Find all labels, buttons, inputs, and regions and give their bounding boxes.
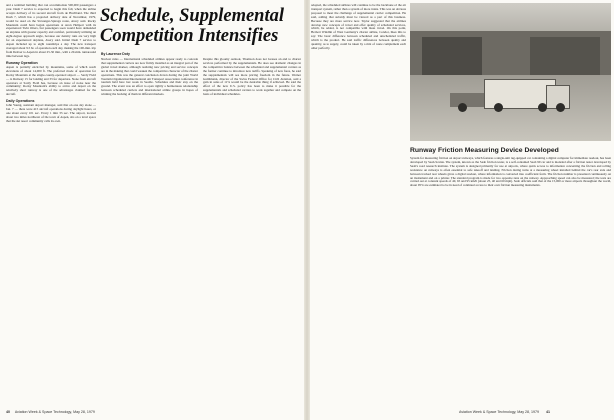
page-number: 41 <box>546 410 551 414</box>
photo-wheel <box>458 103 467 112</box>
page-number: 40 <box>6 410 10 414</box>
right-page-footer <box>459 410 554 414</box>
photo-hangar-door <box>530 37 600 75</box>
sidebar-box-title: Runway Friction Measuring Device Developed <box>410 147 559 154</box>
publication-credit: Aviation Week & Space Technology, May 28, 1979 <box>459 410 540 414</box>
column-text: Despite this gloomy outlook, Thomson does not foresee an end to charter services performed by the supplementals. He does see dramatic changes in the competitive balance between the scheduled and supplemental carriers as the former continue to introduce new tariffs. Speaking of new fares, he said the supplementals will see more pricing freedom in the future. Werner Guldimann, director of the Swiss Federal Office for Civil Aviation, said a gain in sales of 11% would be the desirable thing if achieved. He said the effect of the new U.S. policy has been to make it possible for the supplementals and scheduled carriers to work together and compete on the basis of individual schedules. <box>203 58 301 97</box>
left-page-column-2 <box>101 58 198 404</box>
photo-trailer <box>450 93 486 107</box>
column-text: and a terminal building that can accommodate 500,000 passengers a year. Dash 7 service is expected to begin this fall, when the airline accepts delivery of its second aircraft from de Havilland. The third Dash 7, which has a projected delivery date of November, 1979, would be used on the Stavanger-Spiraga route, Avery said. Rocky Mountain could have begun operations at Avon Heliport with its experienced Twin Otters, but passengers soon would have demanded an airplane with greater capacity and comfort, particularly utilizing an eight-degree approach angle, because our density runs are very high for an experienced airplane, Avery said. Initial Dash 7 service to Aspen included up to eight roundtrips a day. The new transport averaged about 9.5 hr. of operation each day, making the 100-min. trip from Denver to Aspen in about 25-30 min., with a 20-min. turnaround time between legs. <box>6 4 96 58</box>
left-page <box>0 0 305 420</box>
article-headline: Schedule, Supplemental Competition Intensifies <box>100 6 284 46</box>
friction-tester-photo <box>410 3 611 141</box>
column-text: John Young, assistant airport manager, said that on one day alone — Jan. 7 — there were 415 aircraft operations during daylight hours, or one about every 101 sec. Every 1 min 33 sec. The airport, located about two miles northwest of the town of Aspen, sits on a level space that the ski resort community calls its own. <box>6 103 96 123</box>
publication-credit: Aviation Week & Space Technology, May 28, 1979 <box>14 410 95 414</box>
photo-wheel <box>556 103 565 112</box>
column-text: adopted, the scheduled airlines will continue to be the backbone of the air transport system, rather than a system of more trains. This was an obvious proposal to meet the challenge of supplemental carrier competition. He said, adding that subsidy must be viewed as a part of this business. Because they are more service now. Taylor suggested that the airlines develop new concepts of travel and offer quality of scheduled services, which, he added, is not compatible with mass travel. On this point, Herbert Windlin of West Germany's charter airline, Condor, likes this to say: The basic difference between scheduled and unscheduled traffic, which is the product. He said traffic differences between quality and quantity, as to supply, could be taken by a mix of route complement each other perfectly. <box>311 4 406 50</box>
column-text: Aspen is partially encircled by mountains, some of which reach elevations of about 14,000 ft. The preferred mode of operation for Rocky Mountain at the single-county-operated airport — Sardy Field — is Runway 15 for landing and 33 for departure. None from aircraft operators at Sardy Field has, because an issue of noise near the community; Rocky Mountain's ability to arrive and depart on the relatively short runway is one of the advantages claimed for the aircraft. <box>6 64 96 97</box>
section-subhead: Daily Operations <box>6 99 35 104</box>
right-page-column-1 <box>311 4 406 406</box>
section-subhead: Runway Operation <box>6 60 38 65</box>
left-page-column-3 <box>203 58 301 404</box>
photo-wheel <box>494 103 503 112</box>
sidebar-box-text: System for measuring friction on airport runways, which features a single-unit tug-quipped car containing a digital computer for immediate readout, has been developed by Saab-Scania. The system, known as the Saab friction tester, is a self-contained Saab 99 car and is modeled after a friction tester developed by Saab's road research institute. The system is designed primarily for use at airports, where quick access to information concerning the friction and rolling resistance on runways is often essential to safe takeoff and landing. Friction during turns at a measuring wheel installed behind the car's rear axle and between tracked rear wheels gives a digital readout, where information is converted into coefficient form. The friction number is presented continuously on an instrument and on a printer. The standard program is made for two opposite runs on the runway. Approaching speed can also be measured; the tests are carried out at constant speeds of 40, 65 and 95 km/h (about 25, 40 and 60 mph). Saab officials said that of the 15,000 or more airports throughout the world, about 95% are estimated to be in need of continual access to their own friction measuring instruments. <box>410 156 611 188</box>
left-page-column-1 <box>6 4 96 406</box>
article-byline: By Laurence Doty <box>101 52 130 56</box>
left-page-footer <box>6 410 95 414</box>
photo-wheel <box>538 103 547 112</box>
column-text: Nuclear rules — International scheduled airlines appear ready to concede that supplemental carriers are now firmly installed as an integral part of the global travel market, although realizing new pricing and service concepts are in the making that could weaken the competitive character of the charter operations. This was the general conclusion drawn during the joint World Tourism Organization/International Air Transport Association conference in tourism held here last week in Seattle. Schedules and their stay on the ground. The event was an effort to open rightly a harmonious relationship between scheduled carriers and international airline groups in hopes of winning the backing of them in different markets. <box>101 58 198 97</box>
photo-hangar-door <box>422 37 482 75</box>
